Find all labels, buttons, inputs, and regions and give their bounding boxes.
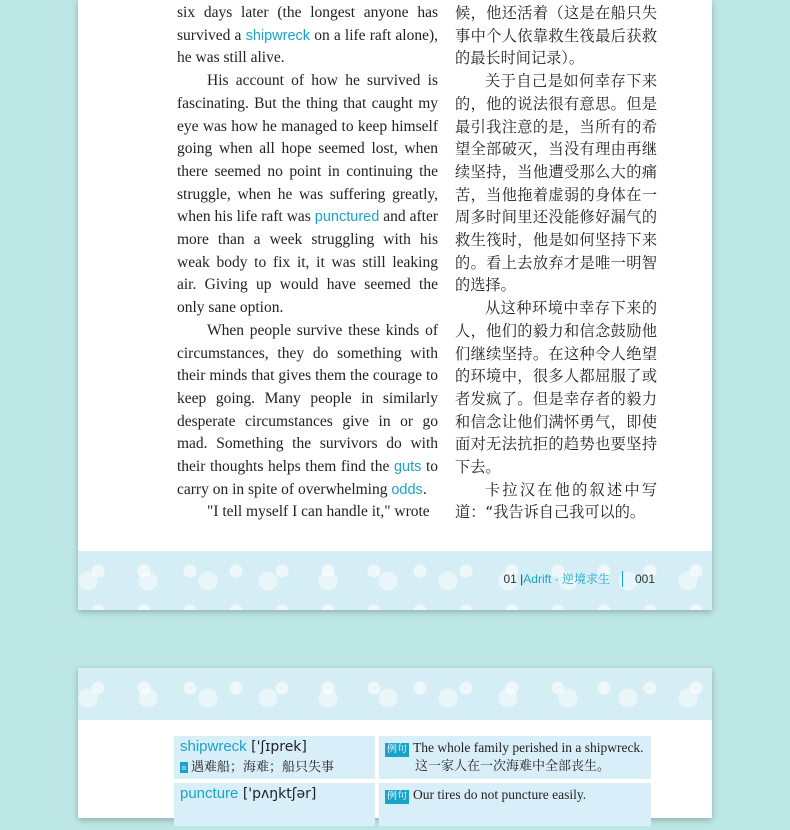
- vocabulary-table: [174, 736, 662, 830]
- keyword-punctured[interactable]: punctured: [314, 209, 380, 226]
- en-paragraph-3: When people survive these kinds of circumstances, they do something with their minds that gives them the courage to keep going. Many people in similarly desperate circumstances give in or go mad. Something the survivors do with their thoughts helps them find the guts to carry on in spite of overwhelming odds.: [177, 321, 439, 498]
- keyword-shipwreck[interactable]: shipwreck: [245, 27, 311, 44]
- example-tag: 例句: [387, 791, 407, 802]
- vocab-phonetic: ['pʌŋktʃər]: [238, 786, 317, 802]
- chapter-number: 01 |: [503, 571, 524, 586]
- keyword-guts[interactable]: guts: [393, 459, 422, 476]
- page-footer: [503, 570, 655, 587]
- vocab-row: [174, 783, 662, 826]
- book-page-bottom: [78, 668, 712, 818]
- en-paragraph-2: His account of how he survived is fascinating. But the thing that caught my eye was how he managed to keep himself going when all hope seemed lost, when there seemed no point in continuing the struggle, when he was suffering greatly, when his life raft was punctured and after more than a week struggling with his weak body to fix it, it was still leaking air. Giving up would have seemed the only sane option.: [177, 72, 438, 317]
- page-number: 001: [634, 571, 655, 586]
- vocab-meaning: 遇难船；海难；船只失事: [191, 760, 335, 775]
- example-chinese: 这一家人在一次海难中全部丧生。: [415, 759, 611, 774]
- example-english: Our tires do not puncture easily.: [413, 787, 587, 802]
- zh-paragraph-2: 关于自己是如何幸存下来的，他的说法很有意思。但是最引我注意的是，当所有的希望全部破灭，当没有理由再继续坚持，当他遭受那么大的痛苦，当他拖着虚弱的身体在一周多时间里还没能修好漏气的救生筏时，他是如何坚持下来的。看上去放弃才是唯一明智的选择。: [455, 72, 657, 295]
- zh-paragraph-4: 卡拉汉在他的叙述中写道：“我告诉自己我可以的。: [455, 480, 657, 522]
- vocab-example-cell: [379, 783, 651, 826]
- header-ornament-band: [78, 668, 712, 720]
- english-column: [177, 2, 438, 524]
- part-of-speech-tag: n: [182, 762, 186, 772]
- vocab-word[interactable]: shipwreck: [180, 738, 247, 755]
- en-paragraph-1: six days later (the longest anyone has survived a shipwreck on a life raft alone), he was still alive.: [177, 4, 438, 67]
- example-english: The whole family perished in a shipwreck.: [413, 740, 644, 755]
- en-paragraph-4: "I tell myself I can handle it," wrote: [207, 503, 430, 521]
- example-tag: 例句: [387, 744, 407, 755]
- vocab-word[interactable]: puncture: [180, 785, 239, 802]
- zh-paragraph-3: 从这种环境中幸存下来的人，他们的毅力和信念鼓励他们继续坚持。在这种令人绝望的环境中，很多人都屈服了或者发疯了。但是幸存者的毅力和信念让他们满怀勇气，即使面对无法抗拒的趋势也要坚持下去。: [455, 299, 657, 477]
- zh-paragraph-1: 候，他还活着（这是在船只失事中个人依靠救生筏最后获救的最长时间记录）。: [455, 4, 657, 68]
- vocab-example-cell: [379, 736, 651, 779]
- chapter-title: Adrift · 逆境求生: [523, 572, 610, 586]
- vocab-word-cell: [174, 736, 375, 779]
- chinese-column: [455, 2, 657, 524]
- footer-divider: [622, 571, 623, 587]
- vocab-phonetic: ['ʃɪprek]: [246, 739, 307, 755]
- vocab-row: [174, 736, 662, 779]
- keyword-odds[interactable]: odds: [391, 481, 423, 498]
- book-page-top: [78, 0, 712, 610]
- vocab-word-cell: [174, 783, 375, 826]
